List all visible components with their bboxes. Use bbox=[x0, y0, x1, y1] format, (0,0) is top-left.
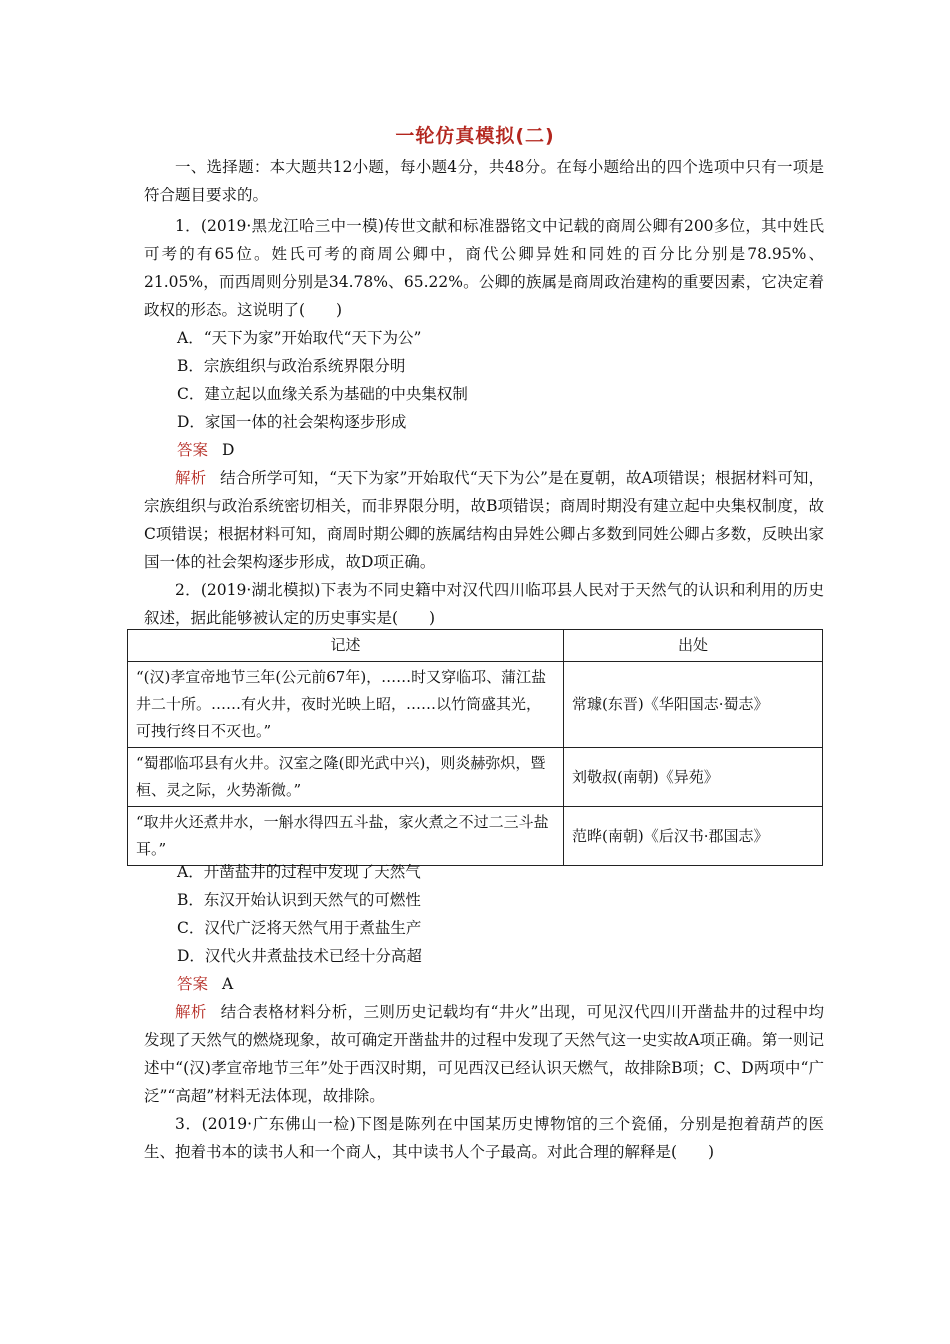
table-cell-record: “(汉)孝宣帝地节三年(公元前67年)，……时又穿临邛、蒲江盐井二十所。……有火井，夜时光映上昭，……以竹筒盛其光，可拽行终日不灭也。” bbox=[128, 662, 564, 748]
q1-answer bbox=[144, 436, 824, 464]
section-bottom bbox=[144, 858, 824, 1166]
q2-option-a: A．开凿盐井的过程中发现了天然气 bbox=[177, 863, 421, 881]
table-header-source: 出处 bbox=[564, 630, 823, 662]
table-row bbox=[128, 748, 823, 807]
q1-analysis bbox=[144, 464, 824, 576]
table-cell-source: 常璩(东晋)《华阳国志·蜀志》 bbox=[564, 662, 823, 748]
answer-label: 答案 bbox=[177, 975, 209, 993]
analysis-label: 解析 bbox=[175, 469, 207, 487]
q1-option-b: B．宗族组织与政治系统界限分明 bbox=[177, 357, 406, 375]
table-header-record: 记述 bbox=[128, 630, 564, 662]
page-title: 一轮仿真模拟(二) bbox=[395, 125, 555, 147]
table-cell-source: 范晔(南朝)《后汉书·郡国志》 bbox=[564, 807, 823, 866]
q1-option-c: C．建立起以血缘关系为基础的中央集权制 bbox=[177, 385, 468, 403]
analysis-label: 解析 bbox=[175, 1003, 207, 1021]
q2-answer bbox=[144, 970, 824, 998]
q1-stem: 1．(2019·黑龙江哈三中一模)传世文献和标准器铭文中记载的商周公卿有200多位，其中姓氏可考的有65位。姓氏可考的商周公卿中，商代公卿异姓和同姓的百分比分别是78.95%、21.05%，而西周则分别是34.78%、65.22%。公卿的族属是商周政治建构的重要因素，它决定着政权的形态。这说明了( ) bbox=[144, 217, 824, 319]
analysis-text: 结合所学可知，“天下为家”开始取代“天下为公”是在夏朝，故A项错误；根据材料可知，宗族组织与政治系统密切相关，而非界限分明，故B项错误；商周时期没有建立起中央集权制度，故C项错误；根据材料可知，商周时期公卿的族属结构由异姓公卿占多数到同姓公卿占多数，反映出家国一体的社会架构逐步形成，故D项正确。 bbox=[144, 469, 824, 571]
q3-stem: 3．(2019·广东佛山一检)下图是陈列在中国某历史博物馆的三个瓷俑，分别是抱着葫芦的医生、抱着书本的读书人和一个商人，其中读书人个子最高。对此合理的解释是( ) bbox=[144, 1115, 824, 1161]
table-row bbox=[128, 662, 823, 748]
q2-stem: 2．(2019·湖北模拟)下表为不同史籍中对汉代四川临邛县人民对于天然气的认识和利用的历史叙述，据此能够被认定的历史事实是( ) bbox=[144, 581, 824, 627]
answer-label: 答案 bbox=[177, 441, 209, 459]
table-cell-source: 刘敬叔(南朝)《异苑》 bbox=[564, 748, 823, 807]
table-cell-record: “蜀郡临邛县有火井。汉室之隆(即光武中兴)，则炎赫弥炽，暨桓、灵之际，火势渐微。” bbox=[128, 748, 564, 807]
table-row bbox=[128, 807, 823, 866]
q1-option-a: A．“天下为家”开始取代“天下为公” bbox=[177, 329, 422, 347]
analysis-text: 结合表格材料分析，三则历史记载均有“井火”出现，可见汉代四川开凿盐井的过程中均发现了天然气的燃烧现象，故可确定开凿盐井的过程中发现了天然气这一史实故A项正确。第一则记述中“(汉)孝宣帝地节三年”处于西汉时期，可见西汉已经认识天燃气，故排除B项；C、D两项中“广泛”“高超”材料无法体现，故排除。 bbox=[144, 1003, 824, 1105]
section-intro: 一、选择题：本大题共12小题，每小题4分，共48分。在每小题给出的四个选项中只有一项是符合题目要求的。 bbox=[144, 158, 824, 204]
q2-analysis bbox=[144, 998, 824, 1110]
q2-option-d: D．汉代火井煮盐技术已经十分高超 bbox=[177, 947, 422, 965]
table-header-row bbox=[128, 630, 823, 662]
q2-option-c: C．汉代广泛将天然气用于煮盐生产 bbox=[177, 919, 422, 937]
answer-value: D bbox=[222, 441, 235, 459]
section-top bbox=[144, 153, 824, 632]
table-cell-record: “取井火还煮井水，一斛水得四五斗盐，家火煮之不过二三斗盐耳。” bbox=[128, 807, 564, 866]
answer-value: A bbox=[222, 975, 234, 993]
q2-option-b: B．东汉开始认识到天然气的可燃性 bbox=[177, 891, 421, 909]
q2-source-table bbox=[127, 629, 823, 866]
q1-option-d: D．家国一体的社会架构逐步形成 bbox=[177, 413, 407, 431]
